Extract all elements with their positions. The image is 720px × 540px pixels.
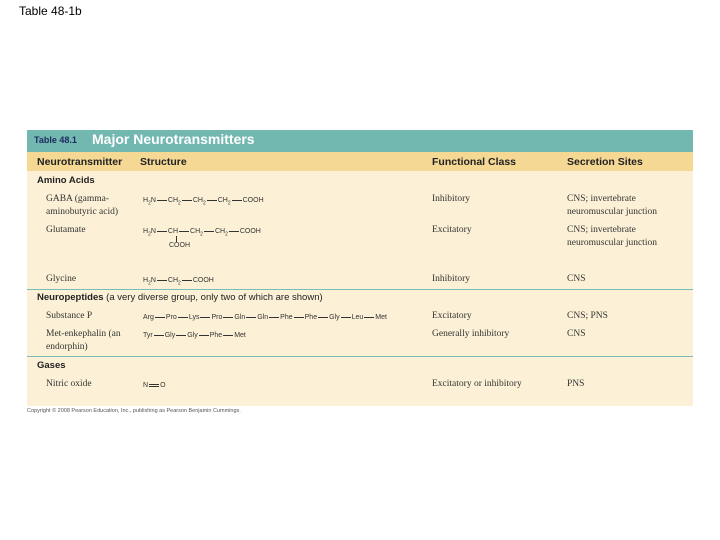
row-substance-p-name: Substance P — [46, 311, 93, 321]
row-substance-p-sites: CNS; PNS — [567, 311, 608, 321]
row-nitric-oxide-class: Excitatory or inhibitory — [432, 379, 522, 389]
structure-met-enkephalin: Tyr Gly Gly Phe Met — [143, 332, 246, 339]
section-gases — [37, 360, 66, 371]
row-nitric-oxide-name: Nitric oxide — [46, 379, 92, 389]
row-nitric-oxide-sites: PNS — [567, 379, 585, 389]
row-glutamate-class: Excitatory — [432, 225, 472, 235]
section-amino-acids — [37, 175, 95, 186]
row-substance-p-class: Excitatory — [432, 311, 472, 321]
row-gaba-sites: CNS; invertebrate neuromuscular junction — [567, 194, 657, 217]
table-number: Table 48.1 — [34, 135, 77, 145]
structure-glycine: $H_2N$ $CH_2$ COOH — [143, 277, 214, 287]
table-title: Major Neurotransmitters — [92, 131, 255, 147]
structure-gaba: $H_2N$ $CH_2$ $CH_2$ $CH_2$ COOH — [143, 197, 264, 207]
table-header-row — [27, 152, 693, 171]
row-glutamate-sites: CNS; invertebrate neuromuscular junction — [567, 225, 657, 248]
section-divider — [27, 356, 693, 357]
header-structure: Structure — [140, 156, 187, 168]
structure-nitric-oxide: N O — [143, 382, 166, 389]
neurotransmitter-table — [27, 130, 693, 406]
slide-title: Table 48-1b — [19, 4, 82, 18]
section-note: (a very diverse group, only two of which are shown) — [106, 292, 323, 303]
header-functional-class: Functional Class — [432, 156, 517, 168]
header-neurotransmitter: Neurotransmitter — [37, 156, 123, 168]
row-met-enkephalin-sites: CNS — [567, 329, 586, 339]
row-met-enkephalin-name: Met-enkephalin (an endorphin) — [46, 329, 121, 352]
row-gaba-class: Inhibitory — [432, 194, 470, 204]
row-glutamate-name: Glutamate — [46, 225, 86, 235]
row-glycine-class: Inhibitory — [432, 274, 470, 284]
header-secretion-sites: Secretion Sites — [567, 156, 643, 168]
row-glycine-sites: CNS — [567, 274, 586, 284]
table-title-bar — [27, 130, 693, 152]
section-neuropeptides — [37, 292, 323, 303]
glutamate-side-chain: COOH — [169, 242, 190, 249]
structure-glutamate: $H_2N$ CH $CH_2$ $CH_2$ COOH COOH — [143, 228, 261, 249]
structure-substance-p: Arg Pro Lys Pro Gln Gln Phe Phe Gly Leu Met — [143, 314, 387, 321]
row-gaba-name: GABA (gamma-aminobutyric acid) — [46, 194, 119, 217]
section-label: Gases — [37, 360, 66, 371]
copyright-notice: Copyright © 2008 Pearson Education, Inc., publishing as Pearson Benjamin Cummings. — [27, 408, 241, 414]
section-label: Neuropeptides — [37, 292, 104, 303]
row-met-enkephalin-class: Generally inhibitory — [432, 329, 510, 339]
row-glycine-name: Glycine — [46, 274, 77, 284]
section-divider — [27, 289, 693, 290]
section-label: Amino Acids — [37, 175, 95, 186]
